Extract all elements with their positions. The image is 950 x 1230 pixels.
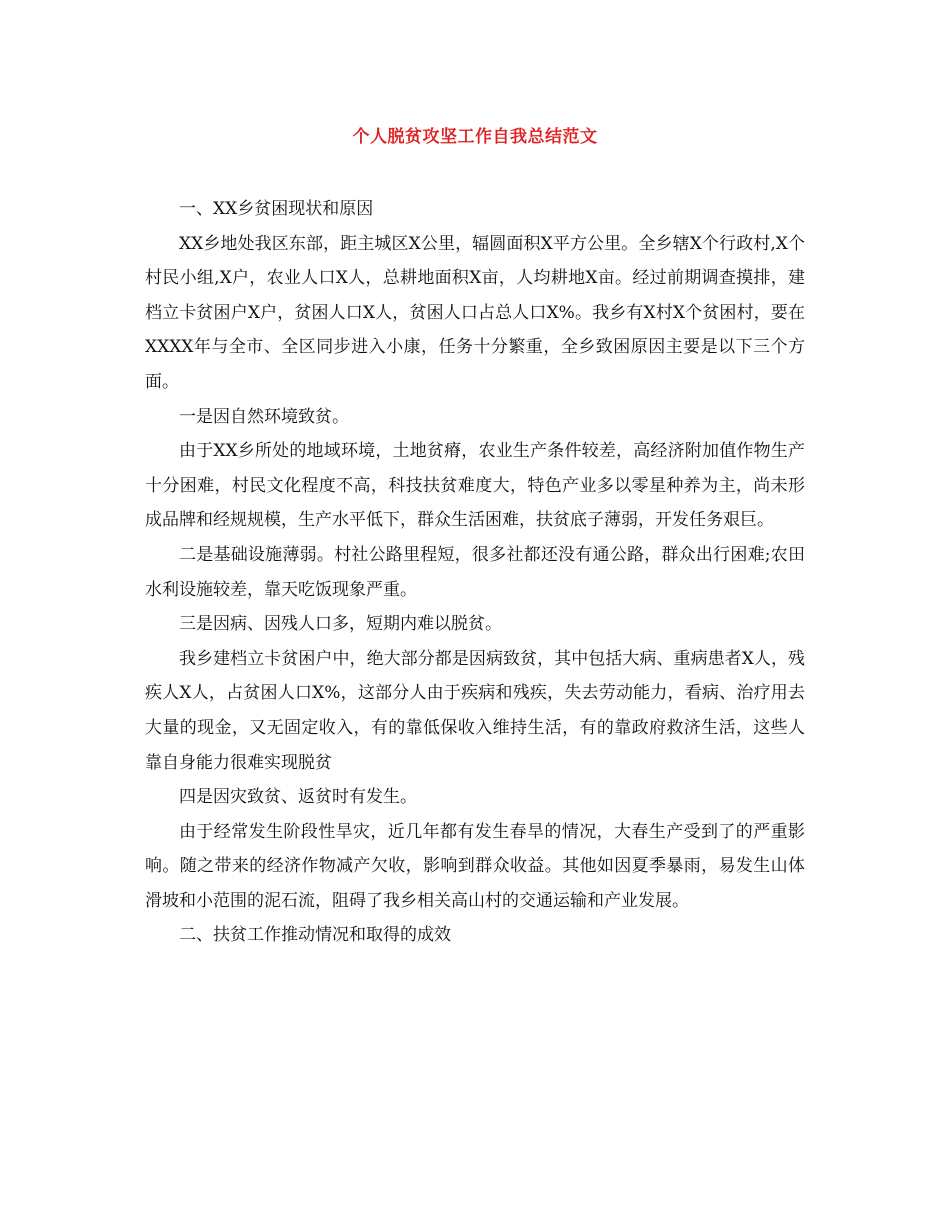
- paragraph-cause-2: 二是基础设施薄弱。村社公路里程短，很多社都还没有通公路，群众出行困难;农田水利设施较差，靠天吃饭现象严重。: [145, 544, 805, 600]
- section-heading-1: 一、XX乡贫困现状和原因: [179, 199, 374, 219]
- paragraph-cause-3: 我乡建档立卡贫困户中，绝大部分都是因病致贫，其中包括大病、重病患者X人，残疾人X人，占贫困人口X%，这部分人由于疾病和残疾，失去劳动能力，看病、治疗用去大量的现金，又无固定收入，有的靠低保收入维持生活，有的靠政府救济生活，这些人靠自身能力很难实现脱贫: [145, 648, 805, 773]
- cause-heading-1: 一是因自然环境致贫。: [179, 406, 349, 427]
- cause-heading-3: 三是因病、因残人口多，短期内难以脱贫。: [179, 614, 502, 635]
- cause-heading-4: 四是因灾致贫、返贫时有发生。: [179, 787, 417, 808]
- paragraph-cause-4: 由于经常发生阶段性旱灾，近几年都有发生春旱的情况，大春生产受到了的严重影响。随之带来的经济作物减产欠收，影响到群众收益。其他如因夏季暴雨，易发生山体滑坡和小范围的泥石流，阻碍了我乡相关高山村的交通运输和产业发展。: [145, 821, 805, 911]
- section-heading-2: 二、扶贫工作推动情况和取得的成效: [179, 925, 451, 946]
- paragraph-cause-1: 由于XX乡所处的地域环境，土地贫瘠，农业生产条件较差，高经济附加值作物生产十分困难，村民文化程度不高，科技扶贫难度大，特色产业多以零星种养为主，尚未形成品牌和经规规模，生产水平低下，群众生活困难，扶贫底子薄弱，开发任务艰巨。: [145, 441, 805, 531]
- document-body: [145, 192, 805, 953]
- document-title: 个人脱贫攻坚工作自我总结范文: [352, 127, 598, 147]
- paragraph-overview: XX乡地处我区东部，距主城区X公里，辐圆面积X平方公里。全乡辖X个行政村,X个村民小组,X户，农业人口X人，总耕地面积X亩，人均耕地X亩。经过前期调查摸排，建档立卡贫困户X户，贫困人口X人，贫困人口占总人口X%。我乡有X村X个贫困村，要在XXXX年与全市、全区同步进入小康，任务十分繁重，全乡致困原因主要是以下三个方面。: [145, 233, 805, 392]
